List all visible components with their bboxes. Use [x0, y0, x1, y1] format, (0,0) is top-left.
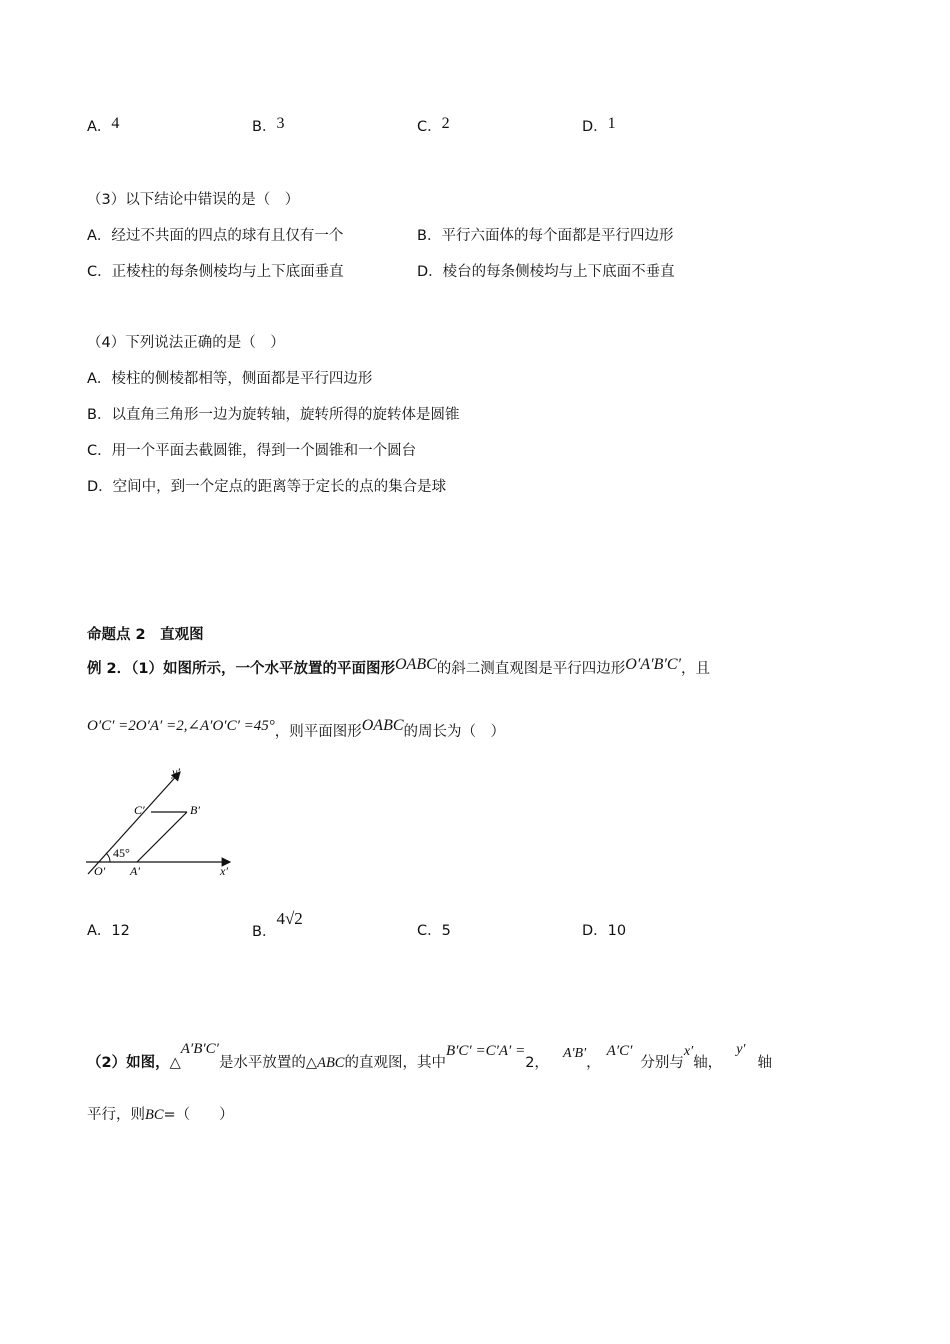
ex2-line2 — [87, 717, 506, 742]
option-label: B． — [252, 119, 277, 135]
q4-option-a: A．棱柱的侧棱都相等，侧面都是平行四边形 — [87, 371, 373, 387]
label-x: x′ — [220, 864, 228, 878]
prev-option-c — [417, 117, 450, 137]
label-o: O′ — [94, 864, 106, 878]
option-value: 2 — [441, 115, 450, 132]
prev-option-b — [252, 117, 284, 137]
option-value: 4√2 — [276, 909, 303, 928]
ex2-option-a — [87, 921, 130, 941]
math-shape: OABC — [394, 656, 437, 673]
q2-text: （2）如图，△ — [87, 1055, 181, 1071]
math-x-axis: x′ — [683, 1044, 694, 1059]
section-title: 命题点 2 直观图 — [87, 627, 204, 643]
parallelogram-figure — [82, 764, 242, 879]
q3-option-a: A．经过不共面的四点的球有且仅有一个 — [87, 228, 344, 244]
label-a: A′ — [130, 864, 140, 878]
q2-text: ， — [586, 1055, 601, 1071]
option-value: 12 — [111, 923, 130, 939]
option-label: C． — [417, 923, 442, 939]
ex2-text: ，且 — [681, 661, 711, 677]
option-label: C． — [417, 119, 442, 135]
q2-text: 的直观图，其中 — [344, 1055, 446, 1071]
math-seg1: A′B′ — [562, 1046, 587, 1061]
q2-line1 — [87, 1041, 772, 1074]
q2-text: 分别与 — [640, 1055, 684, 1071]
option-value: 5 — [441, 923, 451, 939]
label-c: C′ — [134, 803, 145, 817]
q2-text: 轴， — [693, 1055, 723, 1071]
math-condition: O′C′ =2O′A′ =2,∠A′O′C′ =45° — [87, 718, 275, 734]
label-b: B′ — [190, 803, 200, 817]
option-label: A． — [87, 923, 112, 939]
label-y: y′ — [172, 765, 180, 779]
q3-option-d: D．棱台的每条侧棱均与上下底面不垂直 — [417, 264, 675, 280]
q2-text: 平行，则 — [87, 1107, 145, 1123]
q2-text: 轴 — [757, 1055, 772, 1071]
q2-text: =（ ） — [163, 1107, 234, 1123]
option-value: 3 — [276, 115, 285, 132]
math-y-axis: y′ — [736, 1042, 746, 1057]
q2-line2 — [87, 1105, 234, 1125]
q2-text: 2， — [525, 1055, 549, 1071]
ex2-option-c — [417, 921, 451, 941]
option-value: 1 — [607, 115, 616, 132]
math-shape: OABC — [361, 717, 404, 734]
q2-text: 是水平放置的△ — [218, 1055, 318, 1071]
ex2-text: 的斜二测直观图是平行四边形 — [436, 661, 626, 677]
option-value: 10 — [607, 923, 627, 939]
option-label: A． — [87, 119, 112, 135]
prev-option-d — [582, 117, 616, 137]
y-axis — [88, 772, 180, 874]
option-label: D． — [582, 923, 608, 939]
math-tri: ABC — [317, 1055, 345, 1071]
example-label: 例 2． — [87, 661, 132, 677]
q4-option-b: B．以直角三角形一边为旋转轴，旋转所得的旋转体是圆锥 — [87, 407, 460, 423]
q4-option-c: C．用一个平面去截圆锥，得到一个圆锥和一个圆台 — [87, 443, 417, 459]
math-tri-prime: A′B′C′ — [180, 1041, 219, 1057]
angle-arc — [106, 853, 110, 862]
math-eq: B′C′ =C′A′ = — [445, 1043, 526, 1059]
q4-option-d: D．空间中，到一个定点的距离等于定长的点的集合是球 — [87, 479, 447, 495]
option-value: 4 — [111, 115, 120, 132]
option-label: B． — [252, 924, 277, 940]
ex2-text: 的周长为（ ） — [403, 724, 506, 740]
math-shape-prime: O′A′B′C′ — [625, 656, 682, 673]
q3-stem: （3）以下结论中错误的是（ ） — [87, 192, 300, 208]
label-angle: 45° — [113, 846, 130, 860]
prev-option-a — [87, 117, 119, 137]
side-ab — [137, 812, 187, 862]
ex2-option-b — [252, 909, 303, 942]
math-bc: BC — [145, 1107, 164, 1123]
ex2-option-d — [582, 921, 626, 941]
ex2-text: （1）如图所示，一个水平放置的平面图形 — [131, 661, 395, 677]
math-seg2: A′C′ — [606, 1043, 633, 1059]
q3-option-b: B．平行六面体的每个面都是平行四边形 — [417, 228, 674, 244]
ex2-text: ，则平面图形 — [274, 724, 362, 740]
q3-option-c: C．正棱柱的每条侧棱均与上下底面垂直 — [87, 264, 344, 280]
ex2-line1 — [87, 656, 711, 679]
option-label: D． — [582, 119, 608, 135]
q4-stem: （4）下列说法正确的是（ ） — [87, 335, 285, 351]
